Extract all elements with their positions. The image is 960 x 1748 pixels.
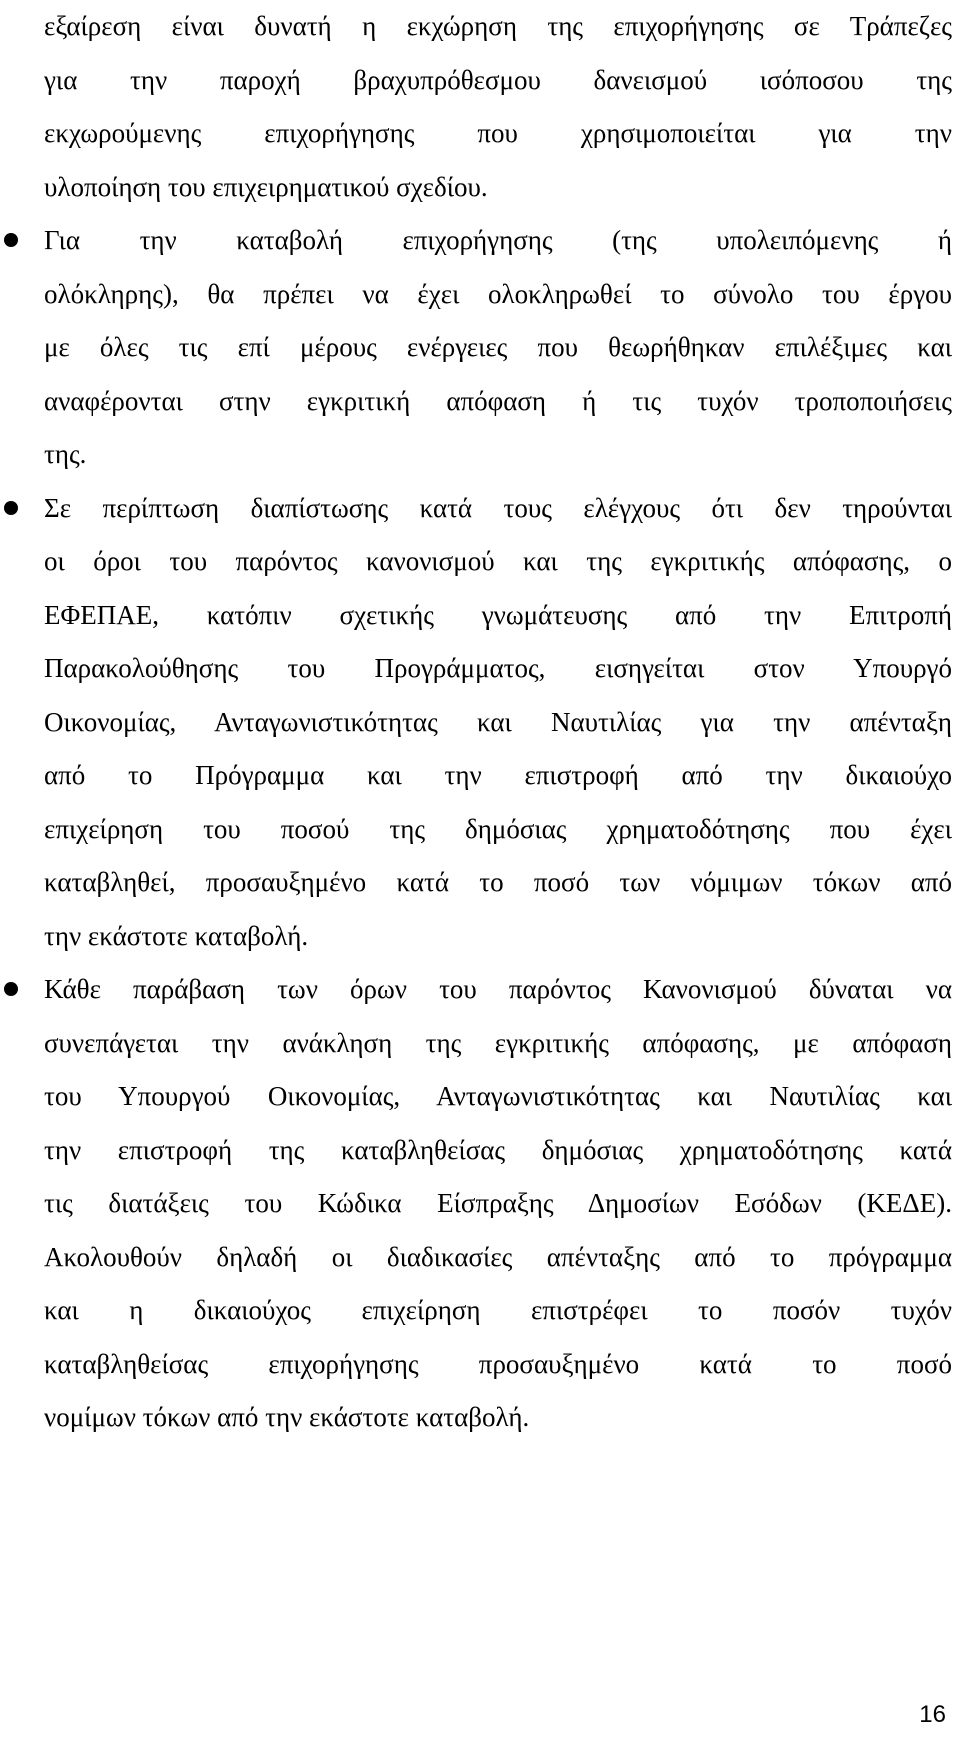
text-line: οι όροι του παρόντος κανονισμού και της εγκριτικής απόφασης, ο <box>44 546 952 576</box>
text-line: της. <box>44 439 87 469</box>
text-line: για την παροχή βραχυπρόθεσμου δανεισμού ισόποσου της <box>44 64 952 95</box>
text-line: με όλες τις επί μέρους ενέργειες που θεωρήθηκαν επιλέξιμες και <box>44 332 952 362</box>
text-line: εξαίρεση είναι δυνατή η εκχώρηση της επιχορήγησης σε Τράπεζες <box>44 11 952 41</box>
text-line: τις διατάξεις του Κώδικα Είσπραξης Δημοσίων Εσόδων (ΚΕΔΕ). <box>44 1188 952 1218</box>
text-line: νομίμων τόκων από την εκάστοτε καταβολή. <box>44 1402 530 1432</box>
text-line: Κάθε παράβαση των όρων του παρόντος Κανονισμού δύναται να <box>44 974 952 1004</box>
text-line: ολόκληρης), θα πρέπει να έχει ολοκληρωθεί το σύνολο του έργου <box>44 278 952 309</box>
text-line: καταβληθεί, προσαυξημένο κατά το ποσό των νόμιμων τόκων από <box>44 867 952 897</box>
text-line: καταβληθείσας επιχορήγησης προσαυξημένο κατά το ποσό <box>44 1348 952 1379</box>
text-line: από το Πρόγραμμα και την επιστροφή από την δικαιούχο <box>44 760 952 790</box>
text-line: αναφέρονται στην εγκριτική απόφαση ή τις τυχόν τροποποιήσεις <box>44 385 952 416</box>
text-line: Για την καταβολή επιχορήγησης (της υπολειπόμενης ή <box>44 225 952 255</box>
text-line: την επιστροφή της καταβληθείσας δημόσιας χρηματοδότησης κατά <box>44 1134 952 1165</box>
text-line: επιχείρηση του ποσού της δημόσιας χρηματοδότησης που έχει <box>44 813 952 844</box>
text-line: την εκάστοτε καταβολή. <box>44 920 309 951</box>
text-line: Οικονομίας, Ανταγωνιστικότητας και Ναυτιλίας για την απένταξη <box>44 706 952 737</box>
page-number: 16 <box>919 1701 946 1728</box>
text-line: συνεπάγεται την ανάκληση της εγκριτικής απόφασης, με απόφαση <box>44 1027 952 1058</box>
bullet-icon <box>4 982 18 996</box>
text-line: Σε περίπτωση διαπίστωσης κατά τους ελέγχους ότι δεν τηρούνται <box>44 492 952 523</box>
text-line: ΕΦΕΠΑΕ, κατόπιν σχετικής γνωμάτευσης από την Επιτροπή <box>44 599 952 630</box>
text-line: υλοποίηση του επιχειρηματικού σχεδίου. <box>44 171 488 202</box>
bullet-icon <box>4 501 18 515</box>
text-line: και η δικαιούχος επιχείρηση επιστρέφει το ποσόν τυχόν <box>44 1295 952 1325</box>
text-line: εκχωρούμενης επιχορήγησης που χρησιμοποιείται για την <box>44 118 952 148</box>
text-line: του Υπουργού Οικονομίας, Ανταγωνιστικότητας και Ναυτιλίας και <box>44 1081 952 1111</box>
text-line: Παρακολούθησης του Προγράμματος, εισηγείται στον Υπουργό <box>44 653 952 683</box>
text-line: Ακολουθούν δηλαδή οι διαδικασίες απένταξης από το πρόγραμμα <box>44 1241 952 1272</box>
bullet-icon <box>4 233 18 247</box>
